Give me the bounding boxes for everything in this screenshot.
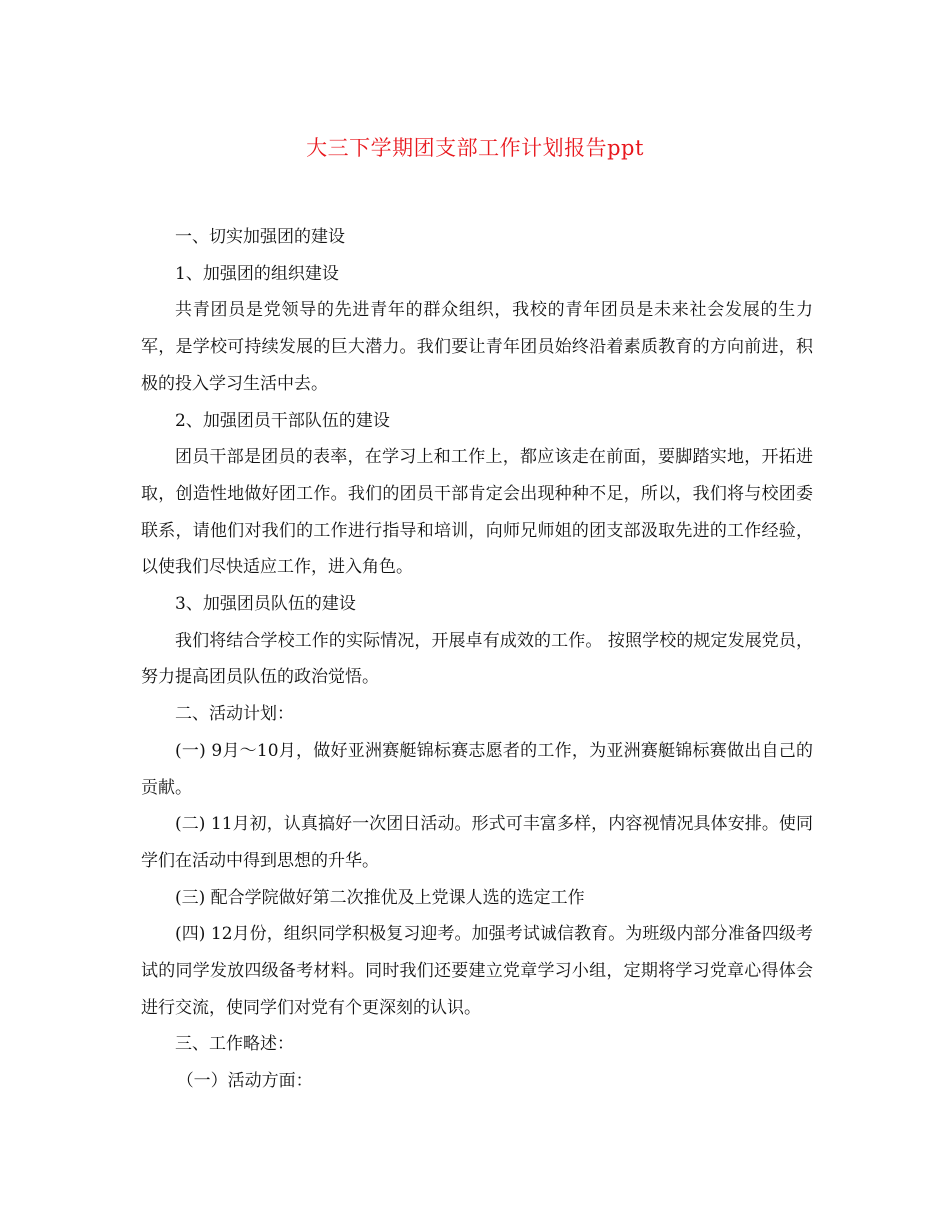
activity-item-4: (四) 12月份，组织同学积极复习迎考。加强考试诚信教育。为班级内部分准备四级考试的同学发放四级备考材料。同时我们还要建立党章学习小组，定期将学习党章心得体会进行交流，使同学们对党有个更深刻的认识。 xyxy=(141,924,813,1018)
subsection-heading-1-3: 3、加强团员队伍的建设 xyxy=(175,594,356,615)
subsection-heading-1-1: 1、加强团的组织建设 xyxy=(175,263,339,284)
section-heading-3: 三、工作略述： xyxy=(175,1034,294,1055)
section-heading-2: 二、活动计划： xyxy=(175,704,294,725)
activity-item-1: (一) 9月～10月，做好亚洲赛艇锦标赛志愿者的工作，为亚洲赛艇锦标赛做出自己的贡献。 xyxy=(141,740,813,798)
section-heading-1: 一、切实加强团的建设 xyxy=(175,227,345,247)
paragraph-team: 我们将结合学校工作的实际情况，开展卓有成效的工作。 按照学校的规定发展党员，努力提高团员队伍的政治觉悟。 xyxy=(141,630,813,688)
document-title: 大三下学期团支部工作计划报告ppt xyxy=(306,136,644,160)
document-body xyxy=(141,219,813,1100)
paragraph-cadre: 团员干部是团员的表率，在学习上和工作上，都应该走在前面，要脚踏实地，开拓进取，创造性地做好团工作。我们的团员干部肯定会出现种种不足，所以，我们将与校团委联系，请他们对我们的工作进行指导和培训，向师兄师姐的团支部汲取先进的工作经验，以使我们尽快适应工作，进入角色。 xyxy=(141,447,813,578)
subsection-heading-3-1: （一）活动方面： xyxy=(176,1071,313,1092)
paragraph-organization: 共青团员是党领导的先进青年的群众组织，我校的青年团员是未来社会发展的生力军，是学校可持续发展的巨大潜力。我们要让青年团员始终沿着素质教育的方向前进，积极的投入学习生活中去。 xyxy=(141,300,813,394)
activity-item-2: (二) 11月初，认真搞好一次团日活动。形式可丰富多样，内容视情况具体安排。使同学们在活动中得到思想的升华。 xyxy=(141,814,813,871)
subsection-heading-1-2: 2、加强团员干部队伍的建设 xyxy=(175,410,390,431)
activity-item-3: (三) 配合学院做好第二次推优及上党课人选的选定工作 xyxy=(175,887,585,908)
